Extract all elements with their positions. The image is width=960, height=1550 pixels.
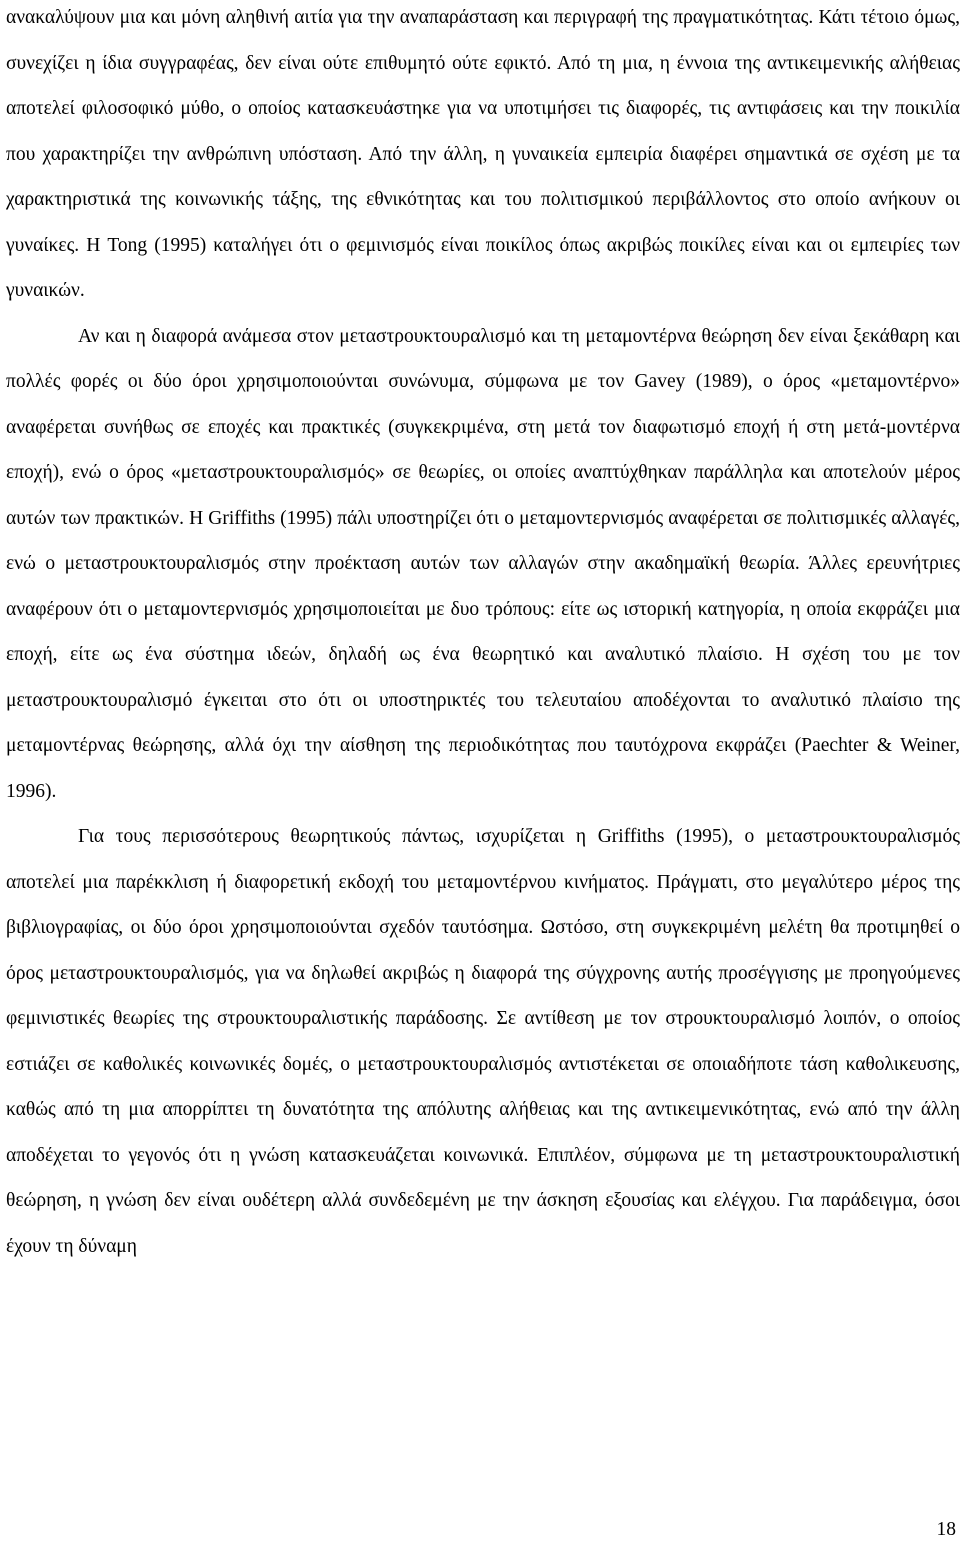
paragraph: Αν και η διαφορά ανάμεσα στον μεταστρουκτουραλισμό και τη μεταμοντέρνα θεώρηση δεν είναι ξεκάθαρη και πολλές φορές οι δύο όροι χρησιμοποιούνται συνώνυμα, σύμφωνα με τον Gavey (1989), ο όρος «μεταμοντέρνο» αναφέρεται συνήθως σε εποχές και πρακτικές (συγκεκριμένα, στη μετά τον διαφωτισμό εποχή ή στη μετά-μοντέρνα εποχή), ενώ ο όρος «μεταστρουκτουραλισμός» σε θεωρίες, οι οποίες αναπτύχθηκαν παράλληλα και αποτελούν μέρος αυτών των πρακτικών. Η Griffiths (1995) πάλι υποστηρίζει ότι ο μεταμοντερνισμός αναφέρεται σε πολιτισμικές αλλαγές, ενώ ο μεταστρουκτουραλισμός στην προέκταση αυτών των αλλαγών στην ακαδημαϊκή θεωρία. Άλλες ερευνήτριες αναφέρουν ότι ο μεταμοντερνισμός χρησιμοποιείται με δυο τρόπους: είτε ως ιστορική κατηγορία, η οποία εκφράζει μια εποχή, είτε ως ένα σύστημα ιδεών, δηλαδή ως ένα θεωρητικό και αναλυτικό πλαίσιο. Η σχέση του με τον μεταστρουκτουραλισμό έγκειται στο ότι οι υποστηρικτές του τελευταίου αποδέχονται το αναλυτικό πλαίσιο της μεταμοντέρνας θεώρησης, αλλά όχι την αίσθηση της περιοδικότητας που ταυτόχρονα εκφράζει (Paechter & Weiner, 1996). [6, 325, 960, 802]
paragraph-continuation: ανακαλύψουν μια και μόνη αληθινή αιτία για την αναπαράσταση και περιγραφή της πραγματικότητας. Κάτι τέτοιο όμως, συνεχίζει η ίδια συγγραφέας, δεν είναι ούτε επιθυμητό ούτε εφικτό. Από τη μια, η έννοια της αντικειμενικής αλήθειας αποτελεί φιλοσοφικό μύθο, ο οποίος κατασκευάστηκε για να υποτιμήσει τις διαφορές, τις αντιφάσεις και την ποικιλία που χαρακτηρίζει την ανθρώπινη υπόσταση. Από την άλλη, η γυναικεία εμπειρία διαφέρει σημαντικά σε σχέση με τα χαρακτηριστικά της κοινωνικής τάξης, της εθνικότητας και του πολιτισμικού περιβάλλοντος στο οποίο ανήκουν οι γυναίκες. Η Tong (1995) καταλήγει ότι ο φεμινισμός είναι ποικίλος όπως ακριβώς ποικίλες είναι και οι εμπειρίες των γυναικών. [6, 7, 960, 301]
paragraph: Για τους περισσότερους θεωρητικούς πάντως, ισχυρίζεται η Griffiths (1995), ο μεταστρουκτουραλισμός αποτελεί μια παρέκκλιση ή διαφορετική εκδοχή του μεταμοντέρνου κινήματος. Πράγματι, στο μεγαλύτερο μέρος της βιβλιογραφίας, οι δύο όροι χρησιμοποιούνται σχεδόν ταυτόσημα. Ωστόσο, στη συγκεκριμένη μελέτη θα προτιμηθεί ο όρος μεταστρουκτουραλισμός, για να δηλωθεί ακριβώς η διαφορά της σύγχρονης αυτής προσέγγισης με προηγούμενες φεμινιστικές θεωρίες της στρουκτουραλιστικής παράδοσης. Σε αντίθεση με τον στρουκτουραλισμό λοιπόν, ο οποίος εστιάζει σε καθολικές κοινωνικές δομές, ο μεταστρουκτουραλισμός αντιστέκεται σε οποιαδήποτε τάση καθολικευσης, καθώς από τη μια απορρίπτει τη δυνατότητα της απόλυτης αλήθειας και της αντικειμενικότητας, ενώ από την άλλη αποδέχεται το γεγονός ότι η γνώση κατασκευάζεται κοινωνικά. Επιπλέον, σύμφωνα με τη μεταστρουκτουραλιστική θεώρηση, η γνώση δεν είναι ουδέτερη αλλά συνδεδεμένη με την άσκηση εξουσίας και ελέγχου. Για παράδειγμα, όσοι έχουν τη δύναμη [6, 826, 960, 1257]
body-text [6, 0, 960, 1269]
page-number: 18 [936, 1519, 956, 1540]
